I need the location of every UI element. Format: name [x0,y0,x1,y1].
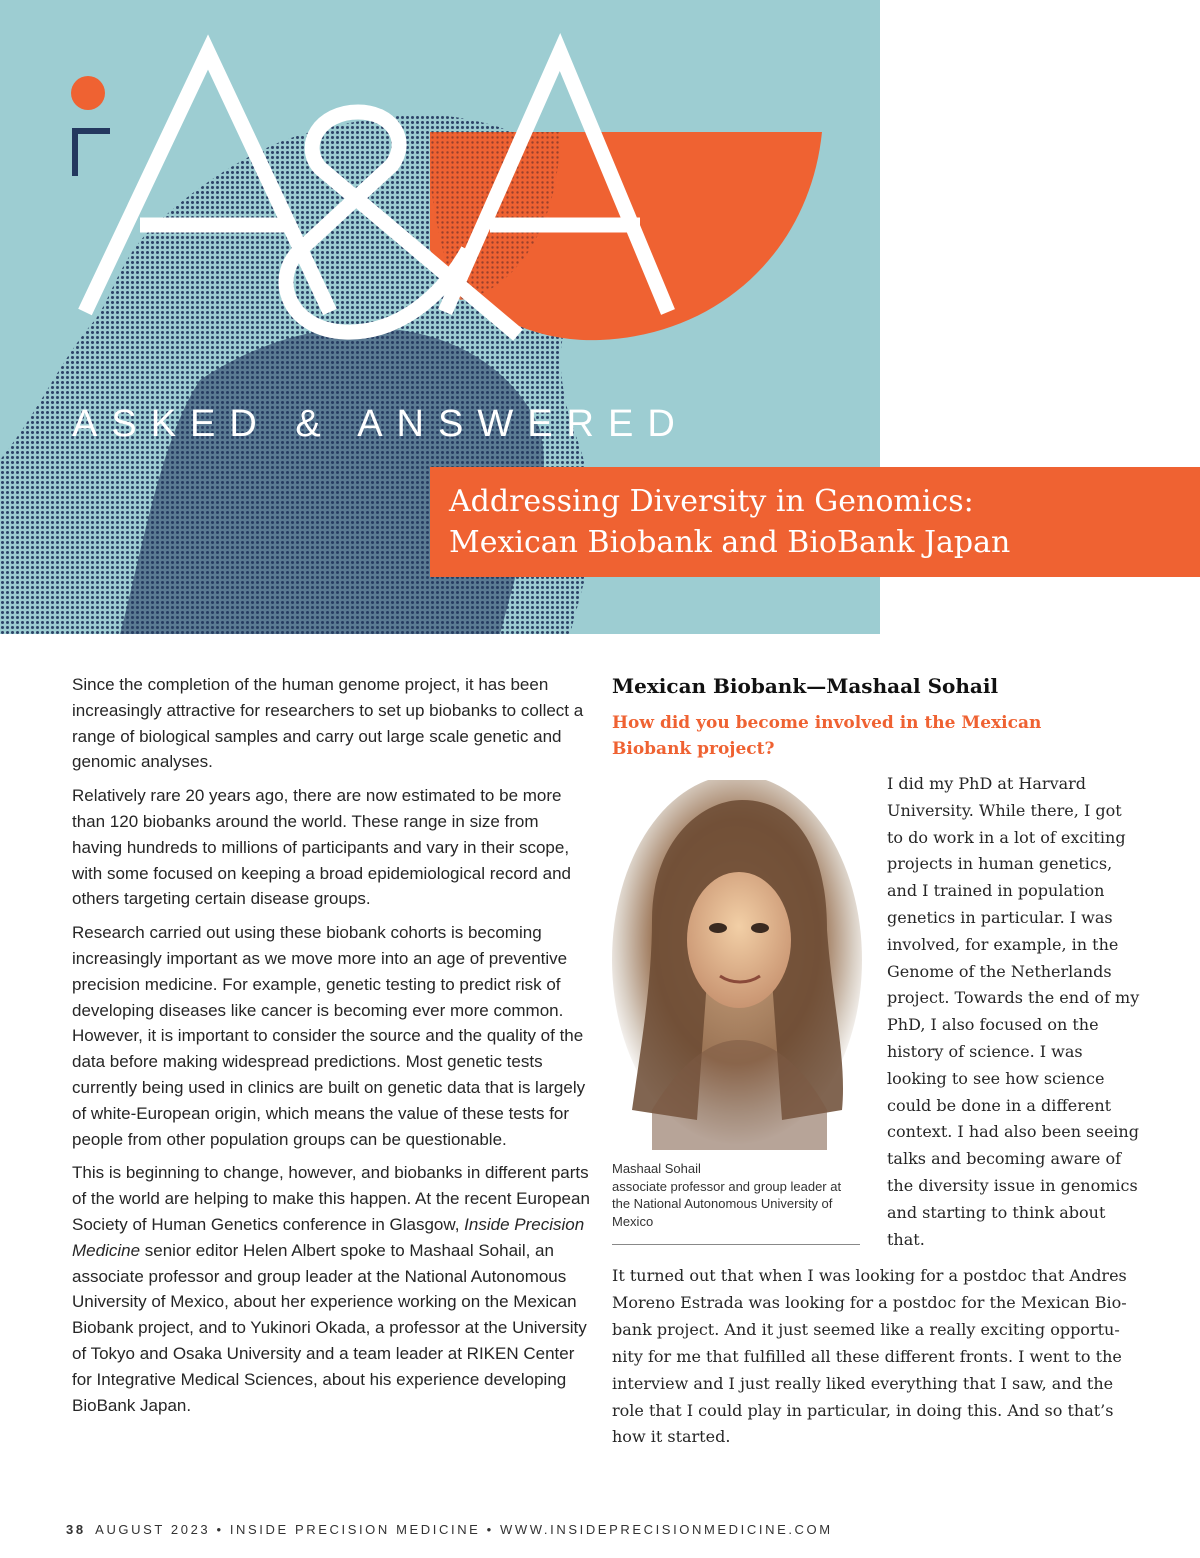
footer-text: AUGUST 2023 • INSIDE PRECISION MEDICINE • WWW.INSIDEPRECISIONMEDICINE.COM [95,1522,833,1537]
face [687,872,791,1008]
intro-p4-end: senior editor Helen Albert spoke to Mashaal Sohail, an associate professor and group leader at the National Autonomous University of Mexico, about her experience working on the Mexican Biobank project, and to Yukinori Okada, a professor at the University of Tokyo and Osaka University and a team leader at RIKEN Center for Integrative Medical Sciences, about his experience developing BioBank Japan. [72,1240,587,1415]
article-title-box [430,467,1200,577]
intro-paragraph-2: Relatively rare 20 years ago, there are now estimated to be more than 120 biobanks around the world. These range in size from having hundreds to millions of participants and vary in their scope, with some focused on keeping a broad epidemiological record and others targeting certain disease groups. [72,786,571,909]
intro-p4-start: This is beginning to change, however, and biobanks in different parts of the world are helping to make this happen. At the recent European Society of Human Genetics conference in Glasgow, [72,1163,590,1234]
intro-paragraph-3: Research carried out using these biobank cohorts is becoming increasingly important as we move more into an age of preventive precision medicine. For example, genetic testing to predict risk of developing diseases like cancer is becoming ever more common. However, it is important to consider the source and the quality of the data before making widespread predictions. Most genetic tests currently being used in clinics are built on genetic data that is largely of white-European origin, which means the value of these tests for people from other population groups can be questionable. [72,923,586,1149]
interview-question: How did you become involved in the Mexican Biobank project? [612,713,1042,759]
publication-name: Inside Precision Medicine [72,1214,585,1260]
caption-divider [612,1244,860,1245]
article-title-line-2: Mexican Biobank and BioBank Japan [449,525,1011,560]
caption-role: associate professor and group leader at the National Autonomous University of Mexico [612,1178,842,1229]
answer-paragraph-2: It turned out that when I was looking for a postdoc that Andres Moreno Estrada was looking for a postdoc for the Mexican Biobank project. And it just seemed like a really exciting opportunity for me that fulfilled all these different fronts. I went to the interview and I just really liked everything that I saw, and the role that I could play in particular, in doing this. And so that’s how it started. [612,1266,1127,1447]
intro-paragraph-4 [72,1160,590,1418]
intro-column [72,672,590,1426]
interview-heading: Mexican Biobank—Mashaal Sohail [612,674,999,698]
intro-paragraph-1: Since the completion of the human genome project, it has been increasingly attractive for researchers to set up biobanks to collect a range of biological samples and carry out large scale genetic and genomic analyses. [72,675,584,772]
page-footer [66,1522,833,1537]
portrait-photo [612,780,862,1160]
answer-paragraph-1: I did my PhD at Harvard University. While there, I got to do work in a lot of exciting projects in human genetics, and I trained in population genetics in particular. I was involved, for example, in the Genome of the Netherlands project. Towards the end of my PhD, I also focused on the history of science. I was looking to see how science could be done in a different context. I had also been seeing talks and becoming aware of the diversity issue in genomics and starting to think about that. [887,774,1140,1249]
page-number: 38 [66,1522,86,1537]
photo-caption [612,1160,858,1230]
hero-subtitle: ASKED & ANSWERED [72,403,689,445]
caption-name: Mashaal Sohail [612,1161,701,1176]
article-title-line-1: Addressing Diversity in Genomics: [449,484,974,519]
